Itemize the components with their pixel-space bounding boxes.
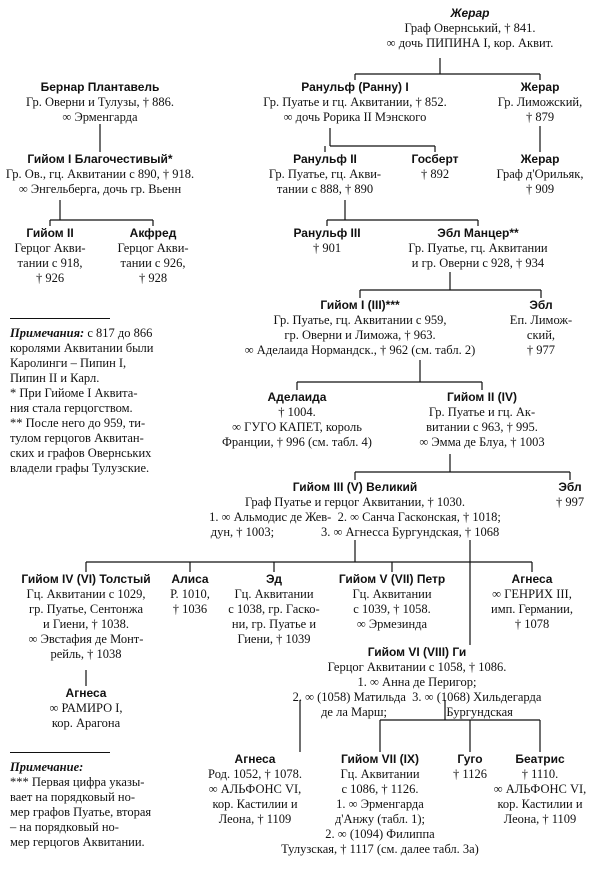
person-name: Гийом IV (VI) Толстый [21,572,151,586]
person-name: Алиса [171,572,209,586]
person-name: Гийом III (V) Великий [292,480,418,494]
person-detail: с 1038, гр. Гаско- [228,602,320,616]
person-name: Гийом I (III)*** [320,298,400,312]
person-detail: Гр. Пуатье, гц. Акви- [268,167,382,181]
person-name: Эбл [558,480,582,494]
person-giom-1-pious [6,152,194,197]
person-detail: ∞ Эрменгарда [62,110,138,124]
person-detail: с 1039, † 1058. [353,602,431,616]
person-name: Гийом VII (IX) [341,752,419,766]
person-ed [228,572,319,647]
person-detail: ∞ РАМИРО I, [49,701,123,715]
person-name: Эбл Манцер** [437,226,519,240]
person-detail: ∞ Энгельберга, дочь гр. Вьенн [18,182,182,196]
person-detail: Гр. Пуатье, гц. Аквитании [408,241,548,255]
person-name: Ранульф II [293,152,357,166]
note-1-line-8: ских и графов Овернських [10,446,152,460]
person-detail: 2. ∞ (1094) Филиппа [325,827,435,841]
person-name: Эд [265,572,282,586]
person-gerar-limoges [498,80,583,125]
person-detail: † 1036 [172,602,208,616]
person-detail: тании с 918, [17,256,83,270]
note-1-line-1: королями Аквитании были [10,341,154,355]
note-rule-1 [10,318,110,319]
person-name: Жерар [450,6,490,20]
person-detail: Граф Пуатье и герцог Аквитании, † 1030. [244,495,466,509]
person-gugo [453,752,487,782]
person-detail: кор. Кастилии и [497,797,583,811]
person-detail: Герцог Акви- [14,241,86,255]
person-gosbert [411,152,458,182]
person-detail: тании с 926, [120,256,186,270]
person-name: Агнеса [65,686,107,700]
note-2-line-4: мер герцогов Аквитании. [10,835,145,849]
person-detail: † 928 [138,271,168,285]
note-rule-2 [10,752,110,753]
person-detail: дун, † 1003; 3. ∞ Агнесса Бургундская, † 1068 [210,525,500,539]
person-detail: † 926 [35,271,65,285]
person-detail: Гиени, † 1039 [237,632,311,646]
person-detail: Гр. Пуатье, гц. Аквитании с 959, [273,313,447,327]
person-name: Гийом II (IV) [447,390,517,404]
person-name: Эбл [529,298,553,312]
note-1-line-4: * При Гийоме I Аквита- [10,386,138,400]
person-giom-2 [14,226,85,286]
person-name: Гийом V (VII) Петр [338,572,446,586]
person-giom-6-8-gi [293,645,542,720]
person-name: Бернар Плантавель [40,80,160,94]
person-detail: ∞ дочь ПИПИНА I, кор. Аквит. [386,36,554,50]
person-alisa [170,572,210,617]
person-detail: Род. 1052, † 1078. [208,767,302,781]
person-giom-2-4 [419,390,544,450]
person-detail: Р. 1010, [170,587,210,601]
person-detail: ∞ ГЕНРИХ III, [492,587,572,601]
person-detail: † 1004. [278,405,316,419]
person-detail: 1. ∞ Альмодис де Жев- 2. ∞ Санча Гасконская, † 1018; [209,510,501,524]
person-detail: Герцог Аквитании с 1058, † 1086. [327,660,507,674]
person-detail: Гр. Лиможский, [497,95,583,109]
person-detail: Гр. Пуатье и гц. Ак- [428,405,536,419]
person-giom-1-3 [245,298,475,358]
person-name: Жерар [520,152,560,166]
person-detail: ∞ АЛЬФОНС VI, [493,782,587,796]
person-detail: † 909 [525,182,555,196]
person-ebl-997 [556,480,584,510]
person-detail: кор. Кастилии и [212,797,298,811]
person-name: Ранульф III [293,226,361,240]
person-name: Агнеса [511,572,553,586]
person-name: Госберт [411,152,459,166]
note-1-line-7: тулом герцогов Аквитан- [10,431,144,445]
person-detail: ∞ АЛЬФОНС VI, [208,782,302,796]
person-detail: Граф Овернський, † 841. [404,21,536,35]
person-detail: ∞ Эвстафия де Монт- [28,632,144,646]
person-name: Гийом I Благочестивый* [27,152,173,166]
person-detail: † 1126 [453,767,487,781]
person-detail: † 977 [526,343,556,357]
person-detail: Граф д'Орильяк, [496,167,584,181]
person-detail: Еп. Лимож- [509,313,573,327]
person-detail: Гр. Пуатье и гц. Аквитании, † 852. [263,95,447,109]
person-detail: Гр. Ов., гц. Аквитании с 890, † 918. [5,167,195,181]
person-detail: 1. ∞ Эрменгарда [336,797,424,811]
person-name: Агнеса [234,752,276,766]
person-giom-5-7-petr [339,572,445,632]
person-detail: † 901 [312,241,342,255]
note-2-line-1: вает на порядковый но- [10,790,135,804]
note-2-heading: Примечание: [10,760,84,774]
person-adelaida [222,390,372,450]
person-detail: ∞ ГУГО КАПЕТ, король [232,420,362,434]
person-ranulf-3 [293,226,360,256]
person-detail: ∞ Аделаида Нормандск., † 962 (см. табл. 2) [244,343,476,357]
person-detail: † 1110. [521,767,559,781]
person-detail: и гр. Оверни с 928, † 934 [411,256,545,270]
note-2-line-0: *** Первая цифра указы- [10,775,145,789]
person-detail: витании с 963, † 995. [426,420,538,434]
person-name: Аделаида [267,390,327,404]
person-detail: † 1078 [514,617,550,631]
person-name: Гийом II [26,226,74,240]
person-detail: Тулузская, † 1117 (см. далее табл. 3а) [281,842,479,856]
note-1-line-9: владели графы Тулузские. [10,461,150,475]
person-name: Гийом VI (VIII) Ги [367,645,467,659]
person-giom-7-9 [281,752,479,857]
person-name: Беатрис [515,752,565,766]
person-detail: д'Анжу (табл. 1); [334,812,426,826]
person-detail: и Гиени, † 1038. [43,617,129,631]
person-detail: тании с 888, † 890 [276,182,374,196]
notes-block-2 [10,760,188,850]
person-ranulf-2 [269,152,381,197]
person-detail: ∞ Эмма де Блуа, † 1003 [419,435,545,449]
person-detail: имп. Германии, [491,602,573,616]
person-detail: гр. Оверни и Лиможа, † 963. [284,328,436,342]
person-ranulf-1 [263,80,446,125]
person-detail: Гц. Аквитании [352,587,432,601]
person-detail: Франции, † 996 (см. табл. 4) [222,435,372,449]
person-gerar-count-auvergne [387,6,554,51]
person-agnesa-ramiro [49,686,122,731]
note-1-line-6: ** После него до 959, ти- [10,416,146,430]
note-1-line-2: Каролинги – Пипин I, [10,356,127,370]
person-detail: Герцог Акви- [117,241,189,255]
person-detail: † 879 [525,110,555,124]
person-detail: гр. Пуатье, Сентонжа [28,602,144,616]
person-detail: Гр. Оверни и Тулузы, † 886. [26,95,174,109]
person-ebl-manzer [408,226,547,271]
note-1-line-0: Примечания: с 817 до 866 [10,326,153,340]
note-2-line-2: мер графов Пуатье, вторая [10,805,152,819]
note-1-line-5: ния стала герцогством. [10,401,133,415]
person-name: Жерар [520,80,560,94]
person-name: Акфред [129,226,177,240]
person-beatris [494,752,587,827]
person-detail: Гц. Аквитании [340,767,420,781]
person-ebl-bishop [510,298,572,358]
note-2-line-3: – на порядковый но- [10,820,119,834]
person-detail: рейль, † 1038 [50,647,122,661]
person-name: Гуго [457,752,483,766]
person-detail: с 1086, † 1126. [341,782,419,796]
person-detail: де ла Марш; Бургундская [321,705,513,719]
person-akfred [117,226,188,286]
person-detail: † 892 [420,167,450,181]
note-1-heading: Примечания: [10,326,85,340]
person-detail: ∞ Эрмезинда [356,617,428,631]
person-detail: ни, гр. Пуатье и [231,617,317,631]
person-detail: ский, [526,328,556,342]
note-1-line-3: Пипин II и Карл. [10,371,100,385]
person-detail: Леона, † 1109 [218,812,292,826]
person-bernar-plantavel [26,80,174,125]
person-gerar-aurillac [497,152,584,197]
person-detail: † 997 [555,495,585,509]
person-detail: Гц. Аквитании [234,587,314,601]
notes-block-1 [10,326,188,476]
person-agnesa-henry [491,572,573,632]
person-detail: Леона, † 1109 [503,812,577,826]
person-detail: ∞ дочь Рорика II Мэнского [283,110,427,124]
person-detail: 2. ∞ (1058) Матильда 3. ∞ (1068) Хильдегарда [292,690,542,704]
person-name: Ранульф (Ранну) I [301,80,409,94]
person-detail: 1. ∞ Анна де Перигор; [357,675,477,689]
person-detail: кор. Арагона [51,716,121,730]
person-giom-3-5-great [209,480,501,540]
person-giom-4-6-fat [21,572,150,662]
person-detail: Гц. Аквитании с 1029, [26,587,146,601]
